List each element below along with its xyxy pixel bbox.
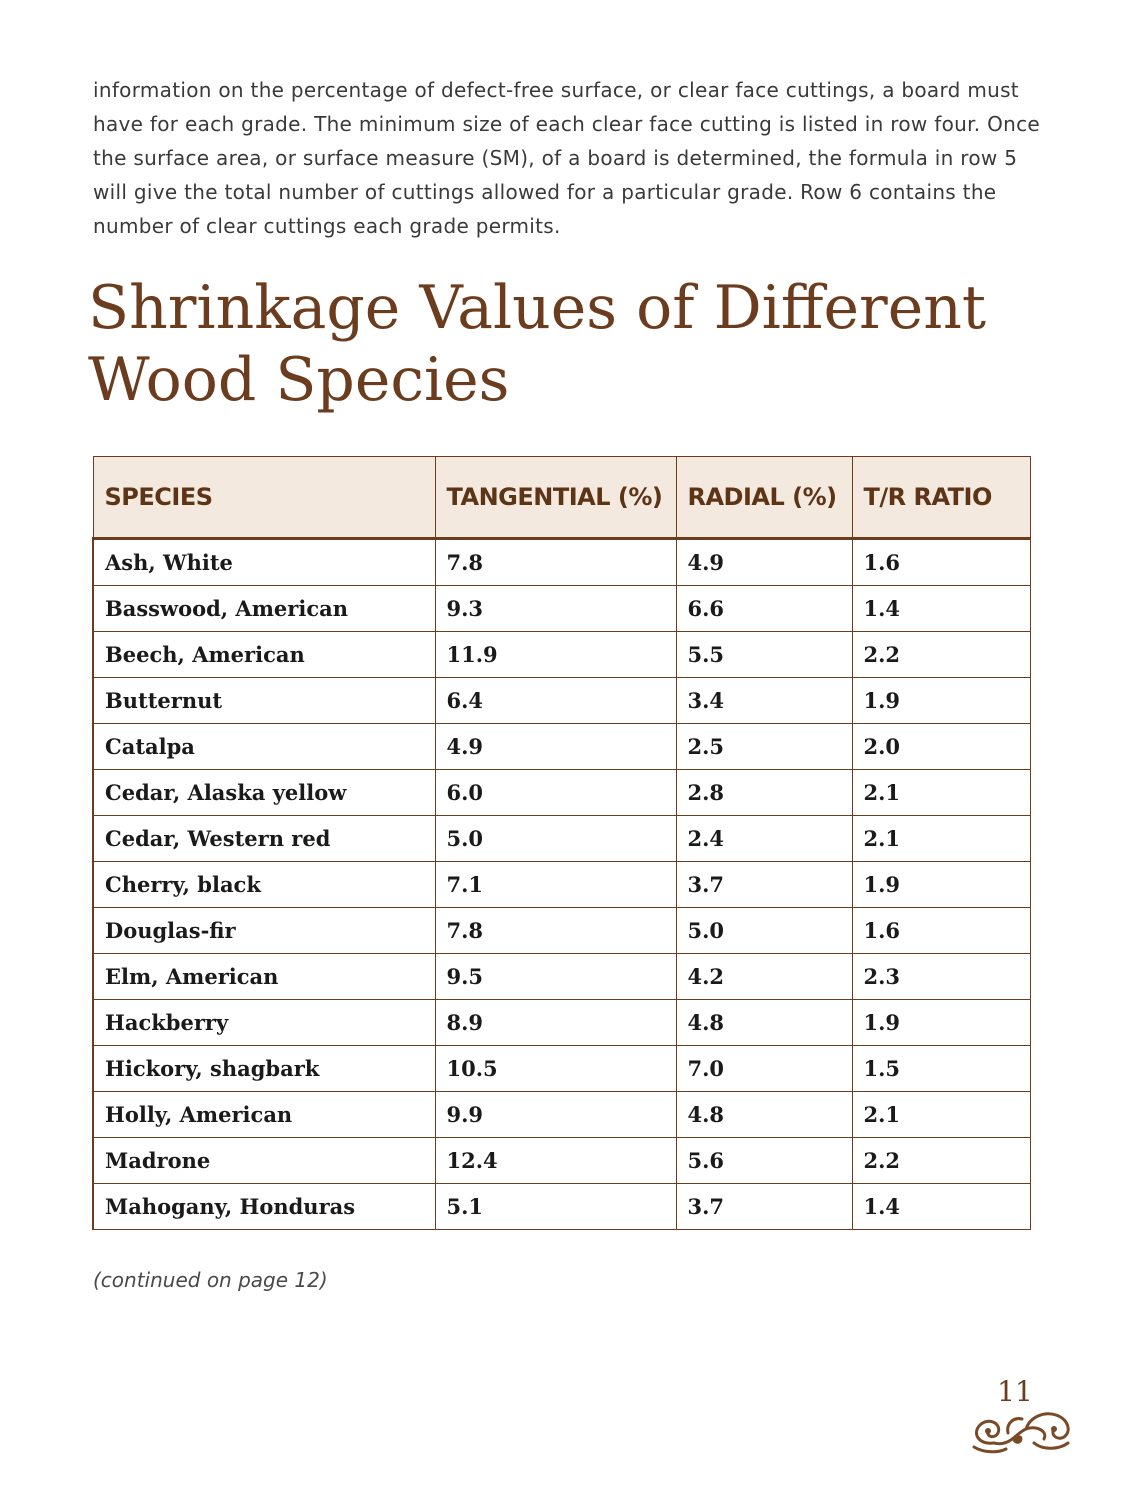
table-row [93, 586, 1030, 632]
table-body [93, 539, 1030, 1230]
cell-species: Catalpa [93, 724, 435, 770]
cell-species: Hickory, shagbark [93, 1046, 435, 1092]
cell-radial: 2.4 [676, 816, 852, 862]
cell-tr-ratio: 1.9 [852, 862, 1030, 908]
cell-species: Beech, American [93, 632, 435, 678]
shrinkage-table [92, 456, 1031, 1230]
cell-tr-ratio: 2.1 [852, 1092, 1030, 1138]
cell-tangential: 6.4 [435, 678, 676, 724]
header-tangential: TANGENTIAL (%) [435, 457, 676, 539]
cell-tangential: 5.1 [435, 1184, 676, 1230]
cell-tr-ratio: 1.6 [852, 908, 1030, 954]
table-row [93, 1138, 1030, 1184]
cell-radial: 4.2 [676, 954, 852, 1000]
cell-radial: 4.9 [676, 539, 852, 586]
table-row [93, 1046, 1030, 1092]
table-row [93, 908, 1030, 954]
table-row [93, 1000, 1030, 1046]
cell-radial: 5.6 [676, 1138, 852, 1184]
cell-tr-ratio: 1.6 [852, 539, 1030, 586]
cell-tangential: 9.3 [435, 586, 676, 632]
cell-radial: 3.4 [676, 678, 852, 724]
cell-tangential: 4.9 [435, 724, 676, 770]
cell-tr-ratio: 1.5 [852, 1046, 1030, 1092]
continued-note: (continued on page 12) [93, 1268, 328, 1292]
cell-tr-ratio: 1.4 [852, 586, 1030, 632]
cell-species: Madrone [93, 1138, 435, 1184]
table-row [93, 1184, 1030, 1230]
table-row [93, 770, 1030, 816]
cell-tr-ratio: 2.1 [852, 770, 1030, 816]
cell-species: Mahogany, Honduras [93, 1184, 435, 1230]
table-row [93, 539, 1030, 586]
cell-tr-ratio: 1.4 [852, 1184, 1030, 1230]
table-header-row [93, 457, 1030, 539]
cell-tangential: 8.9 [435, 1000, 676, 1046]
table-row [93, 862, 1030, 908]
intro-paragraph: information on the percentage of defect-free surface, or clear face cuttings, a board must have for each grade. The minimum size of each clear face cutting is listed in row four. Once the surface area, or surface measure (SM), of a board is determined, the formula in row 5 will give the total number of cuttings allowed for a particular grade. Row 6 contains the number of clear cuttings each grade permits. [93, 78, 1041, 238]
cell-tr-ratio: 1.9 [852, 678, 1030, 724]
table-row [93, 816, 1030, 862]
cell-radial: 5.0 [676, 908, 852, 954]
acanthus-scroll-ornament-icon [964, 1403, 1082, 1459]
cell-species: Butternut [93, 678, 435, 724]
cell-species: Cedar, Alaska yellow [93, 770, 435, 816]
cell-radial: 4.8 [676, 1000, 852, 1046]
cell-species: Elm, American [93, 954, 435, 1000]
cell-tangential: 10.5 [435, 1046, 676, 1092]
table-row [93, 632, 1030, 678]
cell-radial: 6.6 [676, 586, 852, 632]
table-row [93, 724, 1030, 770]
cell-species: Holly, American [93, 1092, 435, 1138]
header-species: SPECIES [93, 457, 435, 539]
table-row [93, 1092, 1030, 1138]
cell-species: Ash, White [93, 539, 435, 586]
page-number: 11 [997, 1375, 1033, 1408]
cell-tr-ratio: 2.0 [852, 724, 1030, 770]
header-tr-ratio: T/R RATIO [852, 457, 1030, 539]
title-line-1: Shrinkage Values of Different [88, 273, 986, 343]
cell-tr-ratio: 2.2 [852, 1138, 1030, 1184]
cell-tangential: 7.1 [435, 862, 676, 908]
cell-tr-ratio: 2.1 [852, 816, 1030, 862]
title-line-2: Wood Species [88, 345, 510, 415]
table-row [93, 954, 1030, 1000]
cell-species: Cedar, Western red [93, 816, 435, 862]
cell-species: Cherry, black [93, 862, 435, 908]
section-title [88, 272, 1048, 416]
cell-tangential: 9.9 [435, 1092, 676, 1138]
cell-tr-ratio: 1.9 [852, 1000, 1030, 1046]
cell-tangential: 7.8 [435, 539, 676, 586]
table-row [93, 678, 1030, 724]
cell-tr-ratio: 2.2 [852, 632, 1030, 678]
cell-tangential: 9.5 [435, 954, 676, 1000]
cell-radial: 3.7 [676, 862, 852, 908]
cell-tr-ratio: 2.3 [852, 954, 1030, 1000]
cell-radial: 2.5 [676, 724, 852, 770]
cell-radial: 7.0 [676, 1046, 852, 1092]
cell-species: Douglas-fir [93, 908, 435, 954]
cell-tangential: 11.9 [435, 632, 676, 678]
cell-radial: 5.5 [676, 632, 852, 678]
cell-tangential: 7.8 [435, 908, 676, 954]
header-radial: RADIAL (%) [676, 457, 852, 539]
cell-tangential: 12.4 [435, 1138, 676, 1184]
cell-radial: 2.8 [676, 770, 852, 816]
cell-radial: 4.8 [676, 1092, 852, 1138]
cell-tangential: 6.0 [435, 770, 676, 816]
cell-radial: 3.7 [676, 1184, 852, 1230]
cell-species: Hackberry [93, 1000, 435, 1046]
cell-tangential: 5.0 [435, 816, 676, 862]
cell-species: Basswood, American [93, 586, 435, 632]
